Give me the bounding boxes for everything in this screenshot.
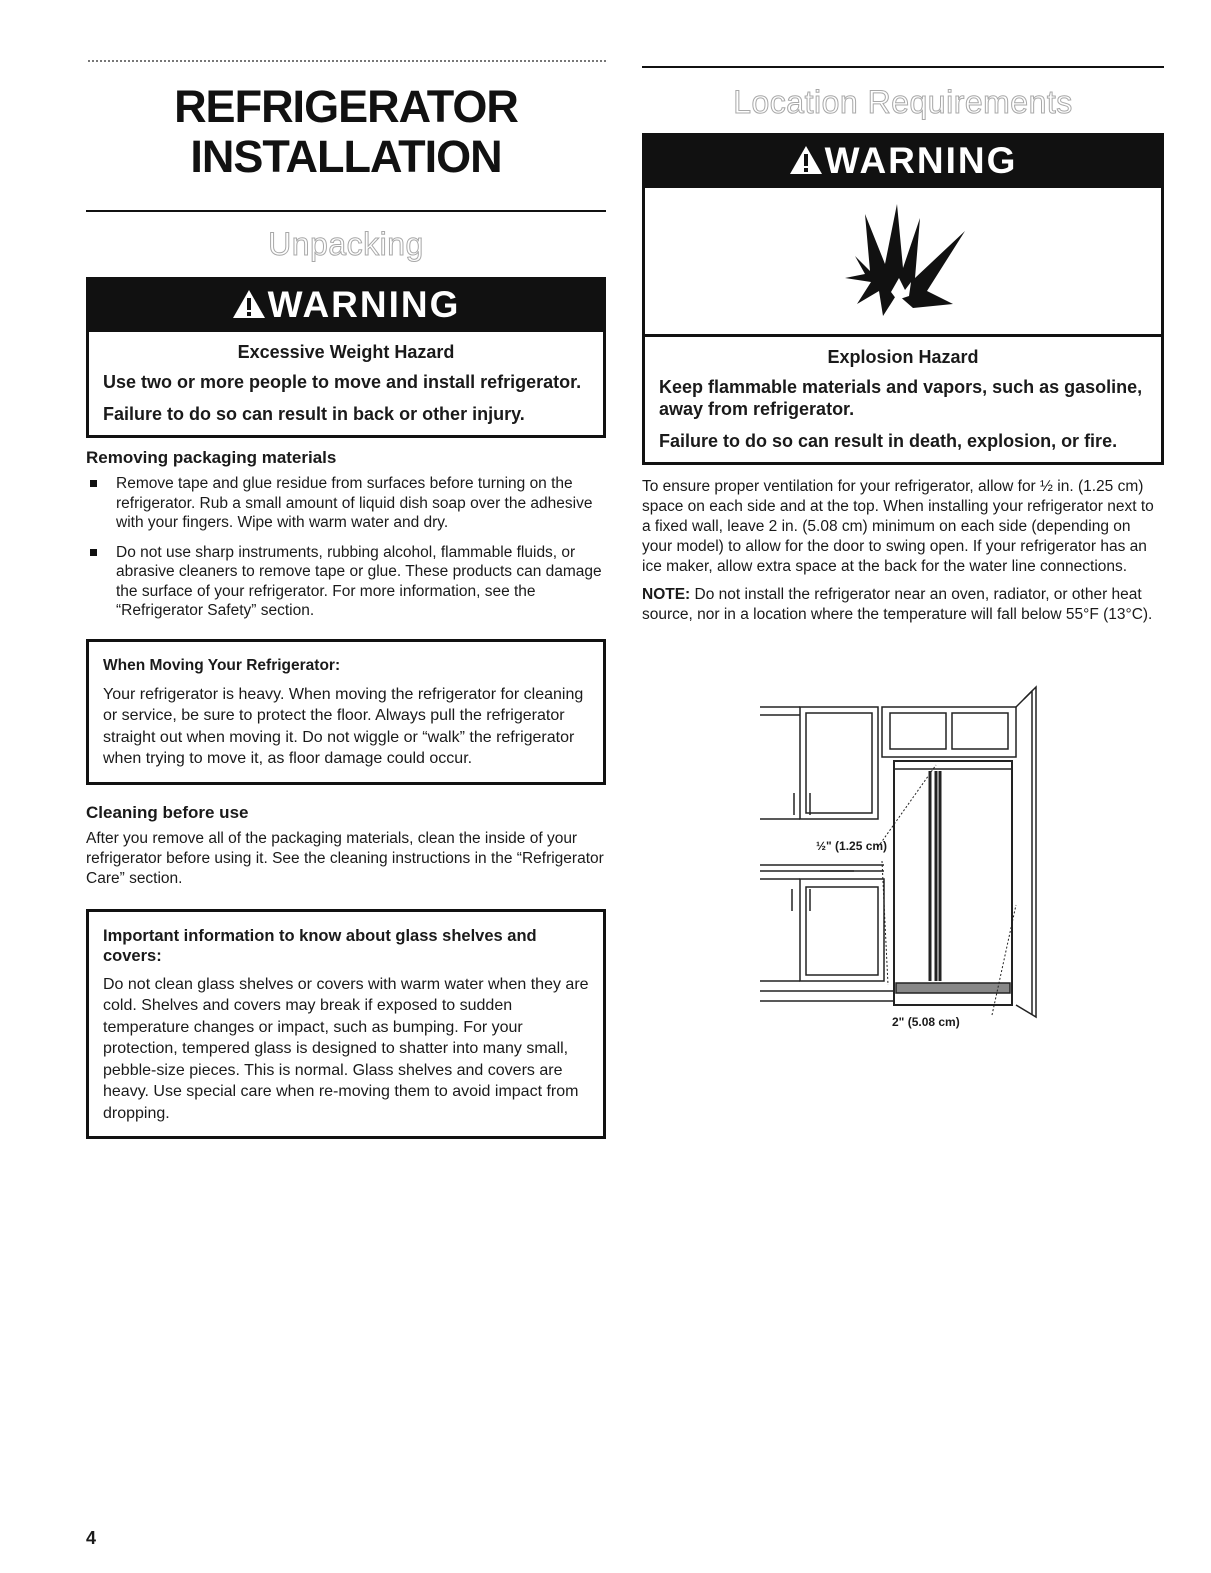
list-item <box>86 543 606 621</box>
bullet-square-icon <box>90 480 97 487</box>
moving-info-box <box>86 639 606 785</box>
warning-header-text: WARNING <box>267 284 461 325</box>
list-item-text: Do not use sharp instruments, rubbing alcohol, flammable fluids, or abrasive cleaners to remove tape or glue. These products can damage the surface of your refrigerator. For more information, see the “Refrigerator Safety” section. <box>116 543 602 619</box>
explosion-icon <box>835 196 975 326</box>
warning-body <box>89 332 603 435</box>
right-column <box>642 60 1164 1029</box>
top-dotted-rule <box>88 60 606 62</box>
section-title-location: Location Requirements <box>733 84 1073 120</box>
right-top-rule <box>642 66 1164 68</box>
clearance-diagram <box>754 665 1054 1035</box>
left-column <box>86 60 606 1139</box>
warning-header <box>89 280 603 332</box>
bullet-square-icon <box>90 549 97 556</box>
cleaning-text: After you remove all of the packaging materials, clean the inside of your refrigerator before using it. See the cleaning instructions in the “Refrigerator Care” section. <box>86 829 604 887</box>
section-rule <box>86 210 606 212</box>
page-title-line1: REFRIGERATOR <box>174 81 518 132</box>
weight-warning-box <box>86 277 606 438</box>
note-text: Do not install the refrigerator near an oven, radiator, or other heat source, nor in a location where the temperature will fall below 55°F (13°C). <box>642 586 1153 623</box>
warning-body <box>645 337 1161 462</box>
hazard-title: Excessive Weight Hazard <box>237 342 455 362</box>
warning-header <box>645 136 1161 188</box>
page-title-line2: INSTALLATION <box>190 131 502 182</box>
note-label: NOTE: <box>642 586 691 603</box>
explosion-graphic-area <box>645 188 1161 337</box>
hazard-instruction: Use two or more people to move and install refrigerator. <box>103 372 582 392</box>
glass-info-title: Important information to know about glass shelves and covers: <box>103 926 537 965</box>
explosion-warning-box <box>642 133 1164 465</box>
cleaning-heading: Cleaning before use <box>86 802 249 822</box>
hazard-title: Explosion Hazard <box>827 347 979 367</box>
glass-info-text: Do not clean glass shelves or covers with warm water when they are cold. Shelves and covers may break if exposed to sudden temperature changes or impact, such as bumping. For your protection, tempered glass is designed to shatter into many small, pebble-size pieces. This is normal. Glass shelves and covers are heavy. Use special care when re-moving them to avoid impact from dropping. <box>103 975 589 1122</box>
hazard-consequence: Failure to do so can result in death, explosion, or fire. <box>659 431 1118 451</box>
hazard-consequence: Failure to do so can result in back or other injury. <box>103 404 525 424</box>
page-title <box>86 82 606 182</box>
hazard-instruction: Keep flammable materials and vapors, such as gasoline, away from refrigerator. <box>659 377 1143 419</box>
list-item <box>86 474 606 533</box>
note-paragraph <box>642 585 1164 625</box>
warning-header-text: WARNING <box>824 140 1018 181</box>
section-title-unpacking: Unpacking <box>268 226 424 262</box>
removing-packaging-heading: Removing packaging materials <box>86 448 337 467</box>
glass-info-box <box>86 909 606 1140</box>
moving-info-text: Your refrigerator is heavy. When moving the refrigerator for cleaning or service, be sure to protect the floor. Always pull the refrigerator straight out when moving it. Do not wiggle or “walk” the refrigerator when trying to move it, as floor damage could occur. <box>103 685 584 767</box>
page-number: 4 <box>86 1528 97 1548</box>
warning-triangle-icon <box>232 289 266 319</box>
clearance-label-two-inch: 2" (5.08 cm) <box>892 1015 960 1029</box>
clearance-label-half-inch: ½" (1.25 cm) <box>816 839 888 853</box>
moving-info-title: When Moving Your Refrigerator: <box>103 656 341 674</box>
warning-triangle-icon <box>789 145 823 175</box>
removing-packaging-list <box>86 474 606 621</box>
ventilation-text: To ensure proper ventilation for your refrigerator, allow for ½ in. (1.25 cm) space on each side and at the top. When installing your refrigerator next to a fixed wall, leave 2 in. (5.08 cm) minimum on each side (depending on your model) to allow for the door to swing open. If your refrigerator has an ice maker, allow extra space at the back for the water line connections. <box>642 478 1154 575</box>
list-item-text: Remove tape and glue residue from surfaces before turning on the refrigerator. Rub a small amount of liquid dish soap over the adhesive with your fingers. Wipe with warm water and dry. <box>116 475 593 531</box>
